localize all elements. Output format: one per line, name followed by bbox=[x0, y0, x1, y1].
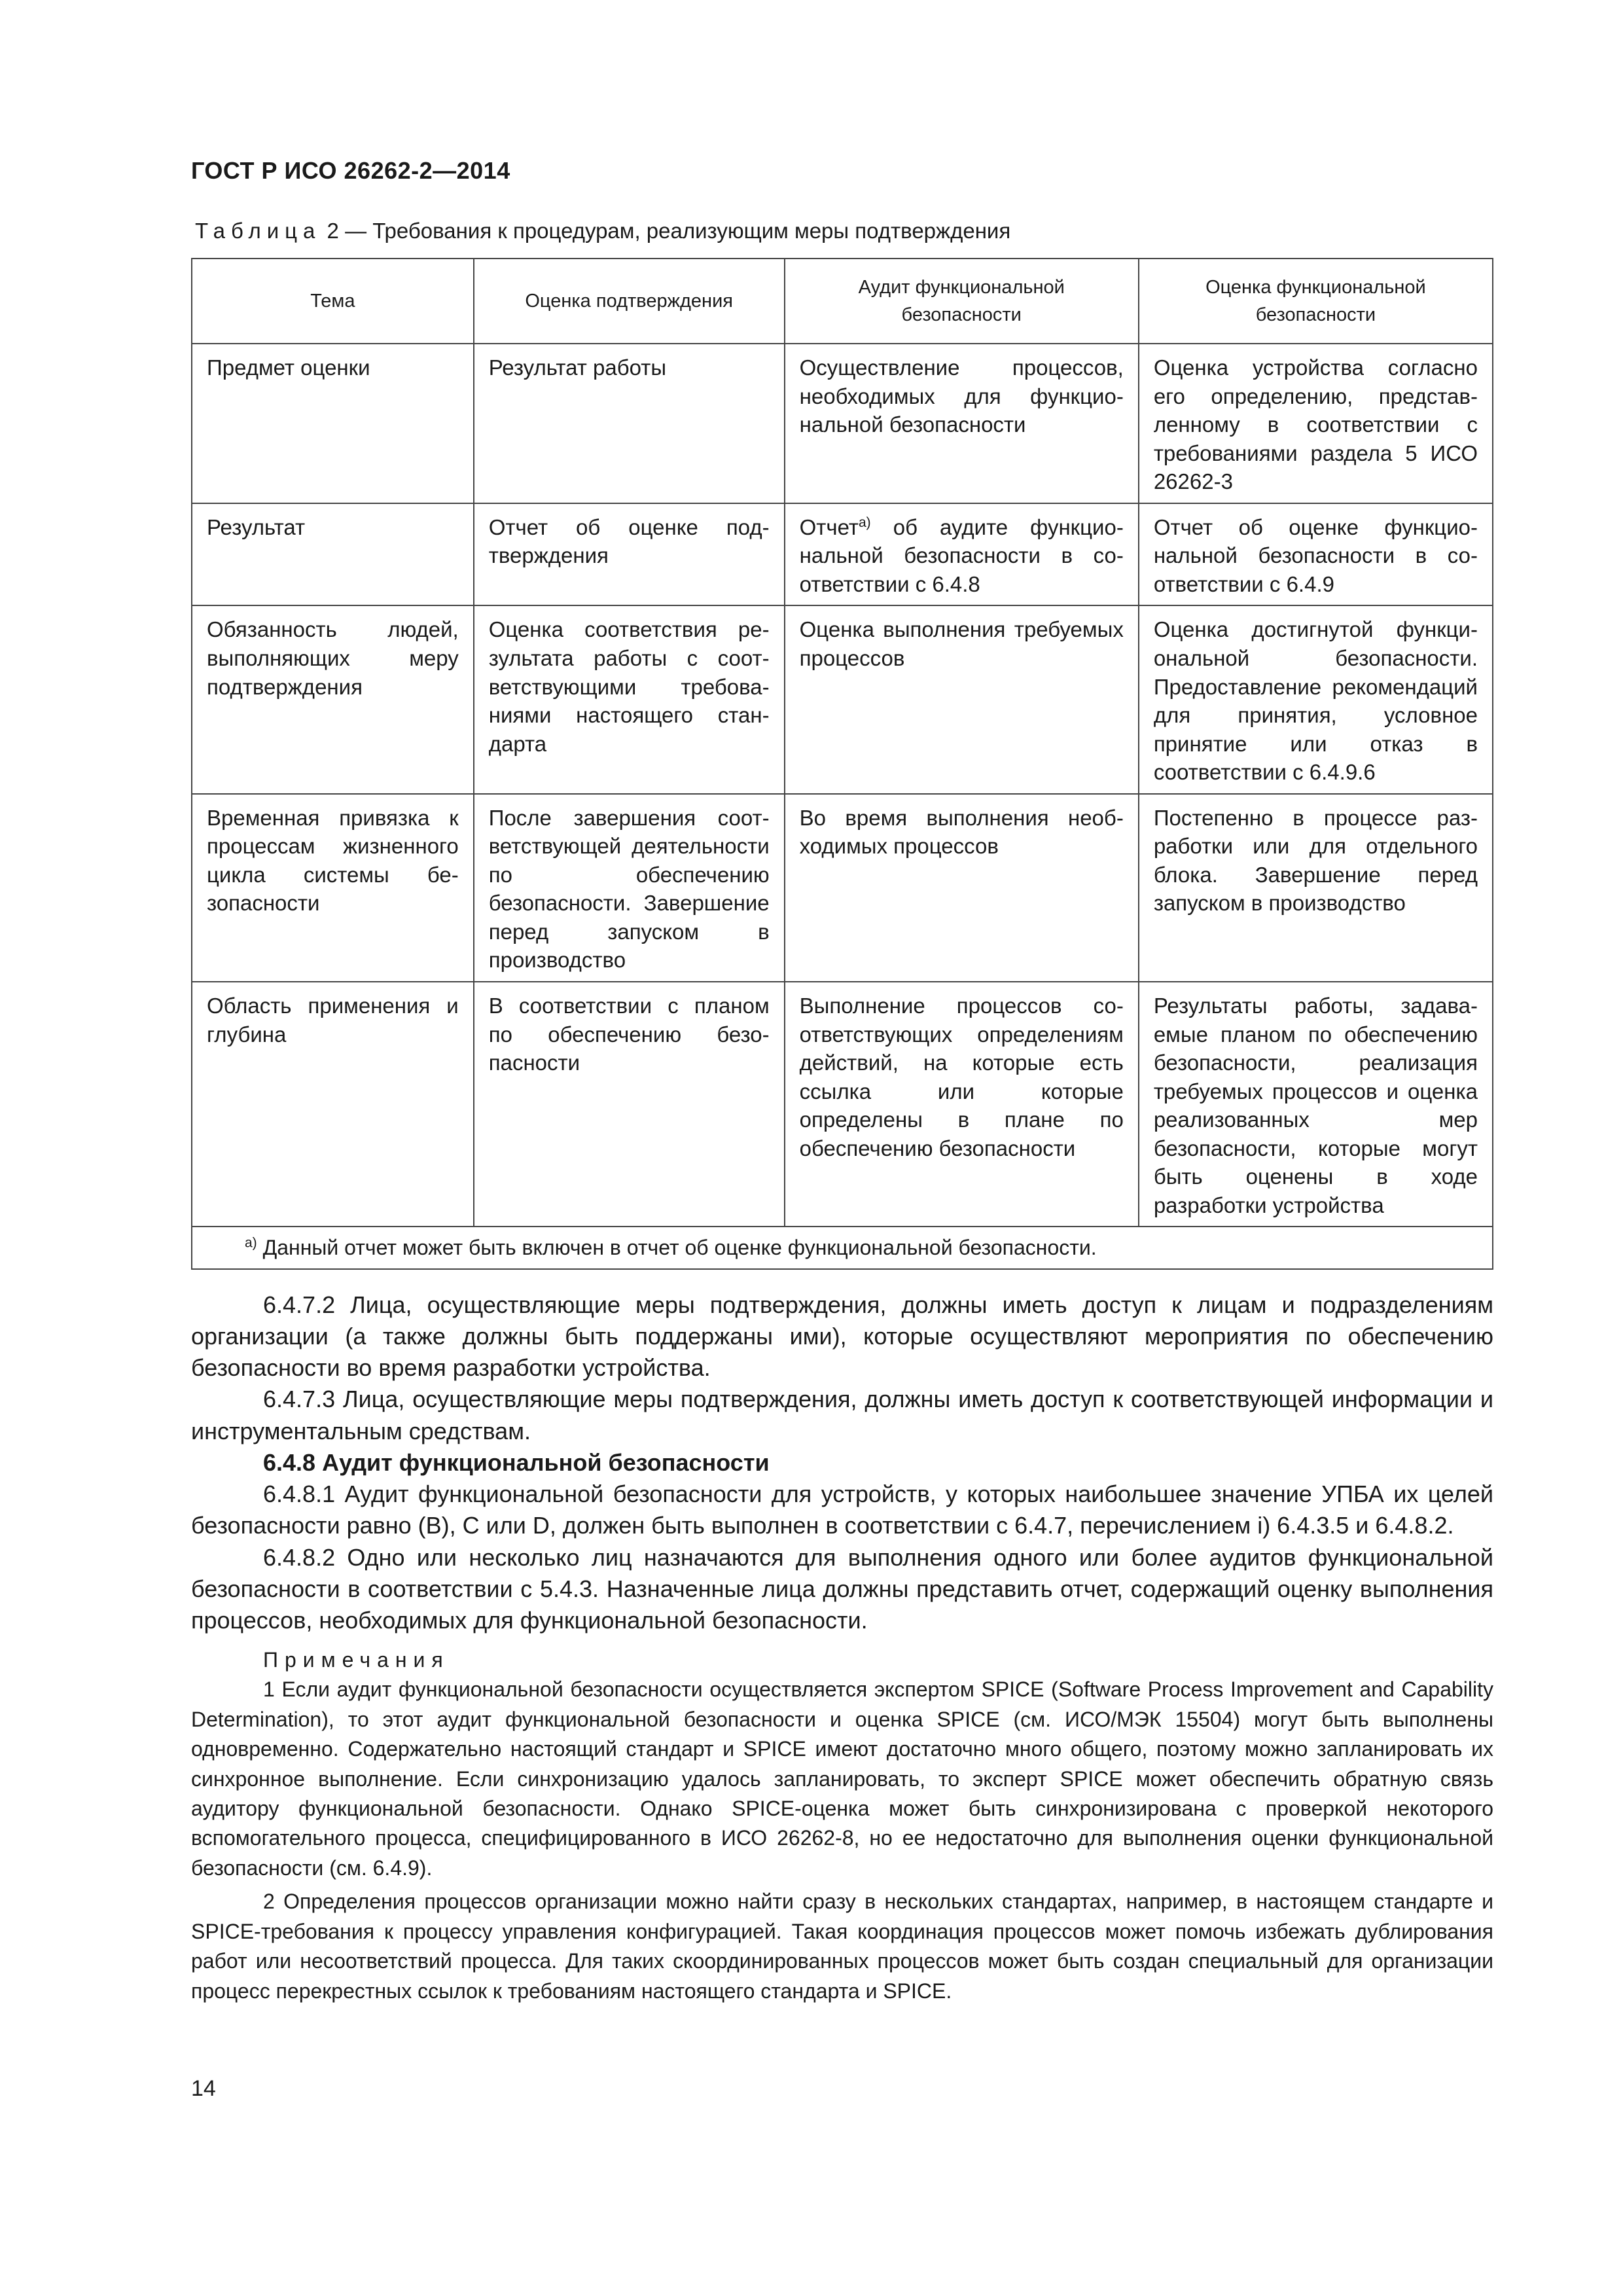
table-row bbox=[192, 503, 1493, 606]
table-cell: Результат работы bbox=[474, 344, 785, 503]
table-cell: Отчет об оценке функциональной безопасности в соответствии с 6.4.9 bbox=[1139, 503, 1493, 606]
table-cell: Отчет об оценке подтверждения bbox=[474, 503, 785, 606]
table-cell: Оценка соответствия результата работы с соответствующими требованиями настоящего стандарта bbox=[474, 605, 785, 793]
table-cell: Область применения и глубина bbox=[192, 982, 474, 1227]
column-header: Аудит функциональной безопасности bbox=[785, 259, 1139, 344]
paragraph-6-4-8-1: 6.4.8.1 Аудит функциональной безопасности для устройств, у которых наибольшее значение УПБА их целей безопасности равно (В), С или D, должен быть выполнен в соответствии с 6.4.7, перечислением i) 6.4.3.5 и 6.4.8.2. bbox=[191, 1480, 1493, 1539]
requirements-table bbox=[191, 258, 1493, 1270]
table-cell: Во время выполнения необходимых процессов bbox=[785, 794, 1139, 982]
table-cell: Выполнение процессов соответствующих определениям действий, на которые есть ссылка или которые определены в плане по обеспечению безопасности bbox=[785, 982, 1139, 1227]
table-cell: Предмет оценки bbox=[192, 344, 474, 503]
table-caption-prefix: Таблица bbox=[195, 219, 321, 243]
table-footnote-row bbox=[192, 1227, 1493, 1268]
table-cell: Постепенно в процессе разработки или для отдельного блока. Завершение перед запуском в производство bbox=[1139, 794, 1493, 982]
table-caption-title: 2 — Требования к процедурам, реализующим меры подтверждения bbox=[321, 219, 1011, 243]
table-cell: Результаты работы, задаваемые планом по обеспечению безопасности, реализация требуемых процессов и оценка реализованных мер безопасности, которые могут быть оценены в ходе разработки устройства bbox=[1139, 982, 1493, 1227]
table-cell: После завершения соответствующей деятельности по обеспечению безопасности. Завершение перед запуском в производство bbox=[474, 794, 785, 982]
standard-header: ГОСТ Р ИСО 26262-2—2014 bbox=[191, 157, 510, 184]
table-caption bbox=[195, 219, 1493, 243]
document-page bbox=[191, 157, 1493, 2010]
table-cell: Осуществление процессов, необходимых для функциональной безопасности bbox=[785, 344, 1139, 503]
table-row bbox=[192, 344, 1493, 503]
table-cell-text: об аудите функциональной безопасности в соответствии с 6.4.8 bbox=[799, 514, 1124, 596]
table-cell: Оценка устройства согласно его определению, представленному в соответствии с требованиями раздела 5 ИСО 26262-3 bbox=[1139, 344, 1493, 503]
table-row bbox=[192, 982, 1493, 1227]
notes-title: Примечания bbox=[263, 1648, 450, 1672]
table-cell: Оценка достигнутой функциональной безопасности. Предоставление рекомендаций для принятия, условное принятие или отказ в соответствии с 6.4.9.6 bbox=[1139, 605, 1493, 793]
footnote-text: Данный отчет может быть включен в отчет об оценке функциональной безопасности. bbox=[262, 1236, 1097, 1260]
table-cell: Временная привязка к процессам жизненного цикла системы безопасности bbox=[192, 794, 474, 982]
note-2: 2 Определения процессов организации можно найти сразу в нескольких стандартах, например, в настоящем стандарте и SPICE-требования к процессу управления конфигурацией. Такая координация процессов может помочь избежать дублирования работ или несоответствий процесса. Для таких скоординированных процессов может быть создан специальный для организации процесс перекрестных ссылок к требованиям настоящего стандарта и SPICE. bbox=[191, 1890, 1493, 2003]
table-row bbox=[192, 794, 1493, 982]
footnote-mark: a) bbox=[245, 1235, 257, 1251]
table-cell: Результат bbox=[192, 503, 474, 606]
paragraph-6-4-7-3: 6.4.7.3 Лица, осуществляющие меры подтверждения, должны иметь доступ к соответствующей информации и инструментальным средствам. bbox=[191, 1386, 1493, 1444]
column-header: Тема bbox=[192, 259, 474, 344]
table-cell: Оценка выполнения требуемых процессов bbox=[785, 605, 1139, 793]
table-header-row bbox=[192, 259, 1493, 344]
table-row bbox=[192, 605, 1493, 793]
table-cell bbox=[785, 503, 1139, 606]
column-header: Оценка подтверждения bbox=[474, 259, 785, 344]
section-heading-6-4-8: 6.4.8 Аудит функциональной безопасности bbox=[263, 1448, 770, 1476]
paragraph-6-4-8-2: 6.4.8.2 Одно или несколько лиц назначаются для выполнения одного или более аудитов функциональной безопасности в соответствии с 5.4.3. Назначенные лица должны представить отчет, содержащий оценку выполнения процессов, необходимых для функциональной безопасности. bbox=[191, 1543, 1493, 1634]
table-footnote bbox=[192, 1227, 1493, 1268]
paragraph-6-4-7-2: 6.4.7.2 Лица, осуществляющие меры подтверждения, должны иметь доступ к лицам и подразделениям организации (а также должны быть поддержаны ими), которые осуществляют мероприятия по обеспечению безопасности во время разработки устройства. bbox=[191, 1291, 1493, 1382]
column-header: Оценка функциональной безопасности bbox=[1139, 259, 1493, 344]
table-cell: Обязанность людей, выполняющих меру подтверждения bbox=[192, 605, 474, 793]
note-1: 1 Если аудит функциональной безопасности осуществляется экспертом SPICE (Software Process Improvement and Capability Determination), то этот аудит функциональной безопасности и оценка SPICE (см. ИСО/МЭК 15504) могут быть выполнены одновременно. Содержательно настоящий стандарт и SPICE имеют достаточно много общего, поэтому можно запланировать их синхронное выполнение. Если синхронизацию удалось запланировать, то эксперт SPICE может обеспечить обратную связь аудитору функциональной безопасности. Однако SPICE-оценка может быть синхронизирована с проверкой некоторого вспомогательного процесса, специфицированного в ИСО 26262-8, но ее недостаточно для выполнения оценки функциональной безопасности (см. 6.4.9). bbox=[191, 1677, 1493, 1880]
report-word: Отчет bbox=[799, 514, 859, 539]
table-cell: В соответствии с планом по обеспечению безопасности bbox=[474, 982, 785, 1227]
footnote-mark: a) bbox=[859, 514, 871, 530]
page-number: 14 bbox=[191, 2076, 216, 2101]
